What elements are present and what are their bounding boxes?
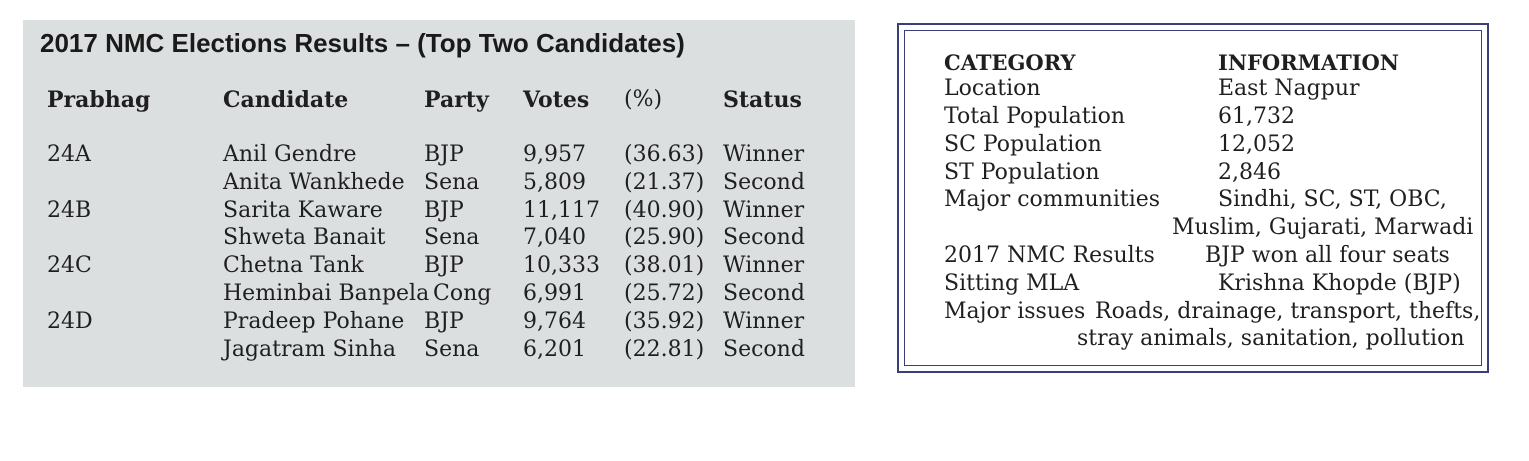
row-prabhag: 24C xyxy=(47,253,92,278)
header-information: INFORMATION xyxy=(1218,50,1400,75)
row-candidate: Heminbai Banpela xyxy=(223,281,430,306)
info-value: 61,732 xyxy=(1218,104,1295,129)
row-party: Sena xyxy=(424,170,480,195)
row-status: Second xyxy=(723,281,805,306)
results-table xyxy=(23,20,855,387)
row-votes: 10,333 xyxy=(523,253,600,278)
info-value-continued: Muslim, Gujarati, Marwadi xyxy=(1172,215,1474,240)
constituency-info-panel xyxy=(897,23,1489,373)
info-inner-border xyxy=(904,30,1482,366)
header-candidate: Candidate xyxy=(223,87,349,113)
row-status: Winner xyxy=(723,142,805,167)
row-status: Winner xyxy=(723,309,805,334)
row-percent: (36.63) xyxy=(624,142,705,167)
row-status: Winner xyxy=(723,253,805,278)
header-percent: (%) xyxy=(624,87,663,112)
info-category: Location xyxy=(944,76,1041,101)
row-percent: (25.72) xyxy=(624,281,705,306)
row-percent: (40.90) xyxy=(624,198,705,223)
header-prabhag: Prabhag xyxy=(47,87,151,113)
row-party: Cong xyxy=(433,281,492,306)
row-candidate: Anita Wankhede xyxy=(223,170,405,195)
row-status: Winner xyxy=(723,198,805,223)
row-votes: 9,957 xyxy=(523,142,586,167)
header-party: Party xyxy=(424,87,489,113)
row-votes: 11,117 xyxy=(523,198,600,223)
header-category: CATEGORY xyxy=(944,50,1076,75)
row-percent: (38.01) xyxy=(624,253,705,278)
info-value: Krishna Khopde (BJP) xyxy=(1218,271,1461,296)
row-status: Second xyxy=(723,337,805,362)
info-category: ST Population xyxy=(944,160,1100,185)
row-party: BJP xyxy=(424,198,464,223)
row-candidate: Anil Gendre xyxy=(223,142,357,167)
info-category: Major issues xyxy=(944,299,1086,324)
info-category: Total Population xyxy=(944,104,1126,129)
row-votes: 6,201 xyxy=(523,337,586,362)
info-value: Roads, drainage, transport, thefts, xyxy=(1095,299,1481,324)
header-status: Status xyxy=(723,87,802,113)
row-prabhag: 24D xyxy=(47,309,93,334)
row-party: Sena xyxy=(424,337,480,362)
row-status: Second xyxy=(723,225,805,250)
row-party: BJP xyxy=(424,142,464,167)
info-value: BJP won all four seats xyxy=(1205,243,1450,268)
row-candidate: Chetna Tank xyxy=(223,253,364,278)
info-category: Major communities xyxy=(944,187,1161,212)
info-value: 2,846 xyxy=(1218,160,1281,185)
info-value: Sindhi, SC, ST, OBC, xyxy=(1218,187,1447,212)
row-status: Second xyxy=(723,170,805,195)
row-prabhag: 24A xyxy=(47,142,91,167)
info-category: Sitting MLA xyxy=(944,271,1080,296)
row-votes: 6,991 xyxy=(523,281,586,306)
info-category: SC Population xyxy=(944,132,1102,157)
row-party: BJP xyxy=(424,309,464,334)
row-party: BJP xyxy=(424,253,464,278)
row-candidate: Sarita Kaware xyxy=(223,198,383,223)
row-prabhag: 24B xyxy=(47,198,92,223)
row-candidate: Shweta Banait xyxy=(223,225,386,250)
results-panel xyxy=(23,20,855,387)
row-candidate: Pradeep Pohane xyxy=(223,309,405,334)
header-votes: Votes xyxy=(523,87,590,113)
row-percent: (25.90) xyxy=(624,225,705,250)
row-percent: (21.37) xyxy=(624,170,705,195)
info-value: East Nagpur xyxy=(1218,76,1360,101)
row-votes: 7,040 xyxy=(523,225,586,250)
row-candidate: Jagatram Sinha xyxy=(223,337,397,362)
row-votes: 5,809 xyxy=(523,170,586,195)
row-party: Sena xyxy=(424,225,480,250)
info-value: 12,052 xyxy=(1218,132,1295,157)
info-value-continued: stray animals, sanitation, pollution xyxy=(1077,326,1465,351)
results-title: 2017 NMC Elections Results – (Top Two Candidates) xyxy=(40,28,685,58)
row-percent: (35.92) xyxy=(624,309,705,334)
info-category: 2017 NMC Results xyxy=(944,243,1155,268)
row-percent: (22.81) xyxy=(624,337,705,362)
row-votes: 9,764 xyxy=(523,309,586,334)
